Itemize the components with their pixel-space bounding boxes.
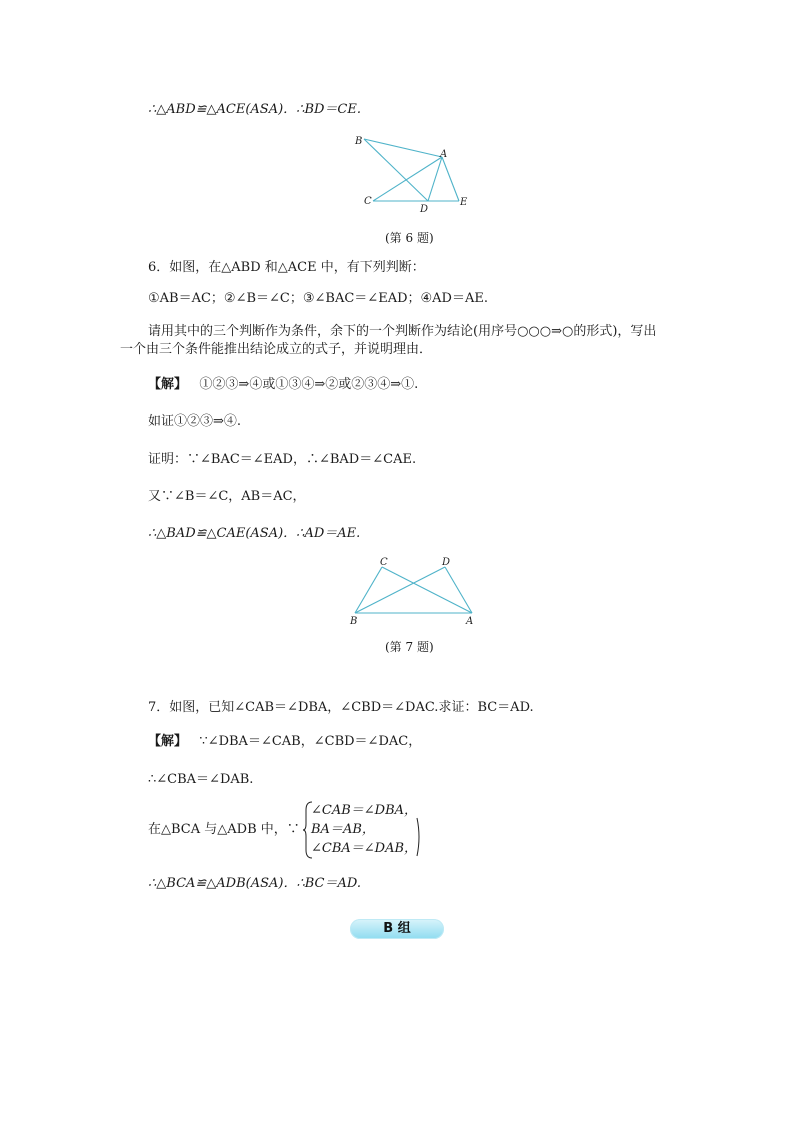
fig6-label-D: D [420,204,429,215]
solution-7-b: ∴∠CBA＝∠DAB. [148,772,254,787]
figure-6 [350,130,480,215]
solution-7-c: 在△BCA 与△ADB 中，∵ [148,822,300,837]
fig7-label-D: D [442,557,451,568]
question-6-options: ①AB＝AC；②∠B＝∠C；③∠BAC＝∠EAD；④AD＝AE. [148,291,488,306]
figure-7 [345,553,485,628]
system-line-2: BA＝AB， [311,822,375,837]
solution-6-c: 证明：∵∠BAC＝∠EAD，∴∠BAD＝∠CAE. [148,452,417,467]
fig6-label-B: B [355,136,363,147]
caption-fig6: (第 6 题) [385,231,434,245]
fig6-label-C: C [364,196,372,207]
question-6-ask-1: 请用其中的三个判断作为条件，余下的一个判断作为结论(用序号○○○⇒○的形式)，写出 [148,324,657,339]
equation-system [303,800,423,860]
solution-7-tag: 【解】 [148,734,188,749]
fig7-label-A: A [466,616,474,627]
solution-7 [148,733,421,751]
caption-fig7: (第 7 题) [385,640,434,654]
solution-6-answer: ①②③⇒④或①③④⇒②或②③④⇒①. [199,377,419,392]
solution-7-text: ∵∠DBA＝∠CAB，∠CBD＝∠DAC， [199,734,422,749]
solution-6-tag: 【解】 [148,377,188,392]
system-line-3: ∠CBA＝∠DAB， [311,841,418,856]
solution-7-e: ∴△BCA≌△ADB(ASA)．∴BC＝AD. [148,876,361,891]
fig7-label-C: C [380,557,388,568]
question-6-ask-2: 一个由三个条件能推出结论成立的式子，并说明理由． [120,342,433,357]
fig6-label-A: A [440,149,448,160]
system-line-1: ∠CAB＝∠DBA， [311,803,418,818]
solution-6 [148,376,418,394]
fig6-label-E: E [460,197,468,208]
question-7: 7．如图，已知∠CAB＝∠DBA，∠CBD＝∠DAC.求证：BC＝AD. [148,700,534,715]
solution-6-d: 又∵∠B＝∠C，AB＝AC， [148,489,306,504]
solution-6-b: 如证①②③⇒④. [148,414,242,429]
group-b-badge: B 组 [350,919,444,939]
solution-6-e: ∴△BAD≌△CAE(ASA)．∴AD＝AE. [148,526,361,541]
question-6: 6．如图，在△ABD 和△ACE 中，有下列判断： [148,260,425,275]
proof-line-1: ∴△ABD≌△ACE(ASA)．∴BD＝CE. [148,102,361,117]
fig7-label-B: B [350,616,358,627]
right-paren-icon [416,817,422,857]
